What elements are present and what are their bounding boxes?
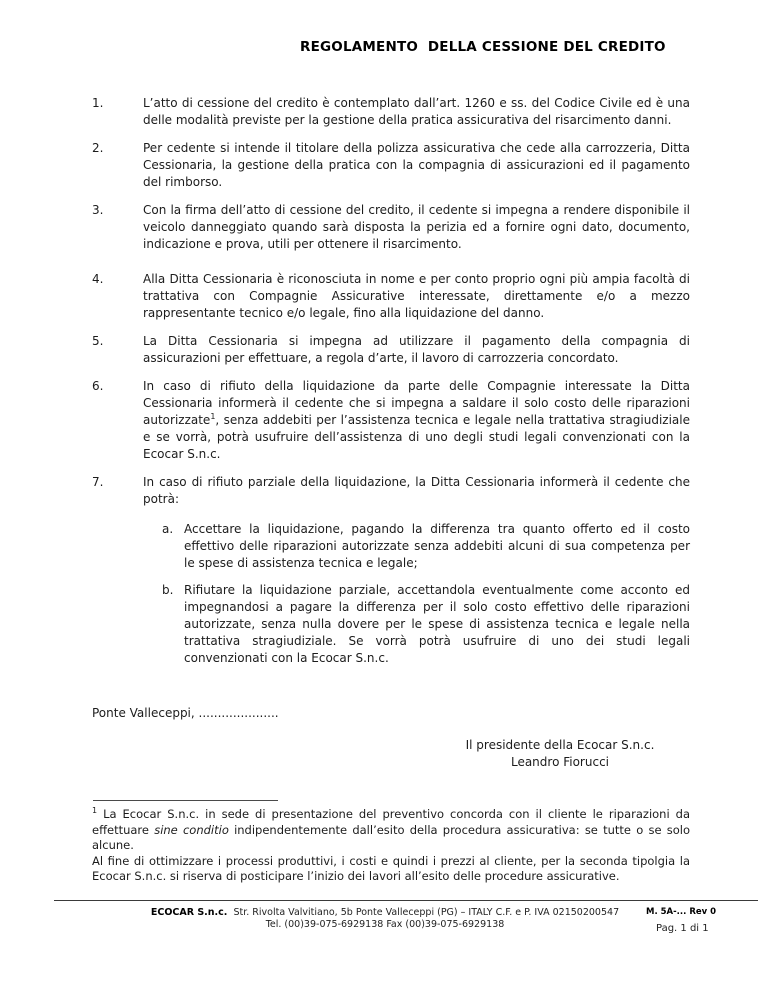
item-number: 1. <box>92 96 104 110</box>
company-name: ECOCAR S.n.c. <box>150 907 228 918</box>
sub-list-item <box>162 582 690 667</box>
item-number: 4. <box>92 272 104 286</box>
sub-list-item <box>162 521 690 572</box>
signature-name: Leandro Fiorucci <box>510 755 610 769</box>
footnote-paragraph-2: Al fine di ottimizzare i processi produttivi, i costi e quindi i prezzi al cliente, per la seconda tipolgia la Ecocar S.n.c. si riserva di posticipare l’inizio dei lavori all’esito delle procedure assicurative. <box>92 853 690 883</box>
footnote-text-post: indipendentemente dall’esito della procedura assicurativa: se tutte o se solo alcune. <box>92 822 690 852</box>
footer-divider <box>54 900 758 901</box>
item-text <box>143 378 690 463</box>
item-text-pre: In caso di rifiuto della liquidazione da parte delle Compagnie interessate la Ditta Cessionaria informerà il cedente che si impegna a saldare il solo costo delle riparazioni autorizzate <box>143 379 690 427</box>
list-item <box>92 378 690 463</box>
footnote-divider <box>93 800 278 801</box>
subitem-text: Rifiutare la liquidazione parziale, accettandola eventualmente come acconto ed impegnandosi a pagare la differenza per il solo costo effettivo delle riparazioni autorizzate, senza nulla dovere per le spese di assistenza tecnica e legale nella trattativa stragiudiziale. Se vorrà potrà usufruire di uno dei studi legali convenzionati con la Ecocar S.n.c. <box>184 583 690 665</box>
footnote-paragraph-1 <box>92 807 690 854</box>
item-text: Per cedente si intende il titolare della polizza assicurativa che cede alla carrozzeria, Ditta Cessionaria, la gestione della pratica con la compagnia di assicurazioni ed il pagamento del rimborso. <box>143 141 690 189</box>
item-text: Con la firma dell’atto di cessione del credito, il cedente si impegna a rendere disponibile il veicolo danneggiato quando sarà disposta la perizia ed a fornire ogni dato, documento, indicazione e prova, utili per ottenere il risarcimento. <box>143 203 690 251</box>
subitem-text: Accettare la liquidazione, pagando la differenza tra quanto offerto ed il costo effettivo delle riparazioni autorizzate senza addebiti alcuni di sua competenza per le spese di assistenza tecnica e legale; <box>184 522 690 570</box>
item-number: 6. <box>92 379 104 393</box>
item-text: L’atto di cessione del credito è contemplato dall’art. 1260 e ss. del Codice Civile ed è una delle modalità previste per la gestione della pratica assicurativa del risarcimento danni. <box>143 96 690 127</box>
item-number: 2. <box>92 141 104 155</box>
item-text: Alla Ditta Cessionaria è riconosciuta in nome e per conto proprio ogni più ampia facoltà di trattativa con Compagnie Assicurative interessate, direttamente e/o a mezzo rappresentante tecnico e/o legale, fino alla liquidazione del danno. <box>143 272 690 320</box>
footnote-text-pre: La Ecocar S.n.c. in sede di presentazione del preventivo concorda con il cliente le riparazioni da effettuare <box>92 807 690 837</box>
document-code: M. 5A-... Rev 0 <box>646 907 717 917</box>
company-address: Str. Rivolta Valvitiano, 5b Ponte Valleceppi (PG) – ITALY C.F. e P. IVA 02150200547 <box>233 907 620 918</box>
footnote-reference: 1 <box>210 412 216 421</box>
subitem-letter: a. <box>162 522 174 536</box>
footer-phone-line: Tel. (00)39-075-6929138 Fax (00)39-075-6929138 <box>265 919 505 930</box>
list-item <box>92 474 690 508</box>
footer-address-line <box>150 907 620 919</box>
document-body <box>92 95 690 677</box>
footnote <box>92 807 690 885</box>
list-item <box>92 333 690 367</box>
list-item <box>92 271 690 322</box>
list-item <box>92 140 690 191</box>
signature-role: Il presidente della Ecocar S.n.c. <box>465 738 655 752</box>
list-item <box>92 95 690 129</box>
signature-block <box>420 737 700 771</box>
place-date-line: Ponte Valleceppi, ..................... <box>92 706 279 720</box>
footnote-latin-phrase: sine conditio <box>154 822 229 837</box>
list-item <box>92 202 690 253</box>
item-number: 5. <box>92 334 104 348</box>
footer-company-info <box>150 907 620 931</box>
item-number: 7. <box>92 475 104 489</box>
item-text: La Ditta Cessionaria si impegna ad utilizzare il pagamento della compagnia di assicurazioni per effettuare, a regola d’arte, il lavoro di carrozzeria concordato. <box>143 334 690 365</box>
item-number: 3. <box>92 203 104 217</box>
page-number: Pag. 1 di 1 <box>656 923 709 934</box>
page-title: REGOLAMENTO DELLA CESSIONE DEL CREDITO <box>300 39 666 55</box>
subitem-letter: b. <box>162 583 174 597</box>
item-text-post: , senza addebiti per l’assistenza tecnica e legale nella trattativa stragiudiziale e se vorrà, potrà usufruire dell’assistenza di uno degli studi legali convenzionati con la Ecocar S.n.c. <box>143 413 690 461</box>
footnote-number: 1 <box>92 806 98 816</box>
item-text: In caso di rifiuto parziale della liquidazione, la Ditta Cessionaria informerà il cedente che potrà: <box>143 475 690 506</box>
